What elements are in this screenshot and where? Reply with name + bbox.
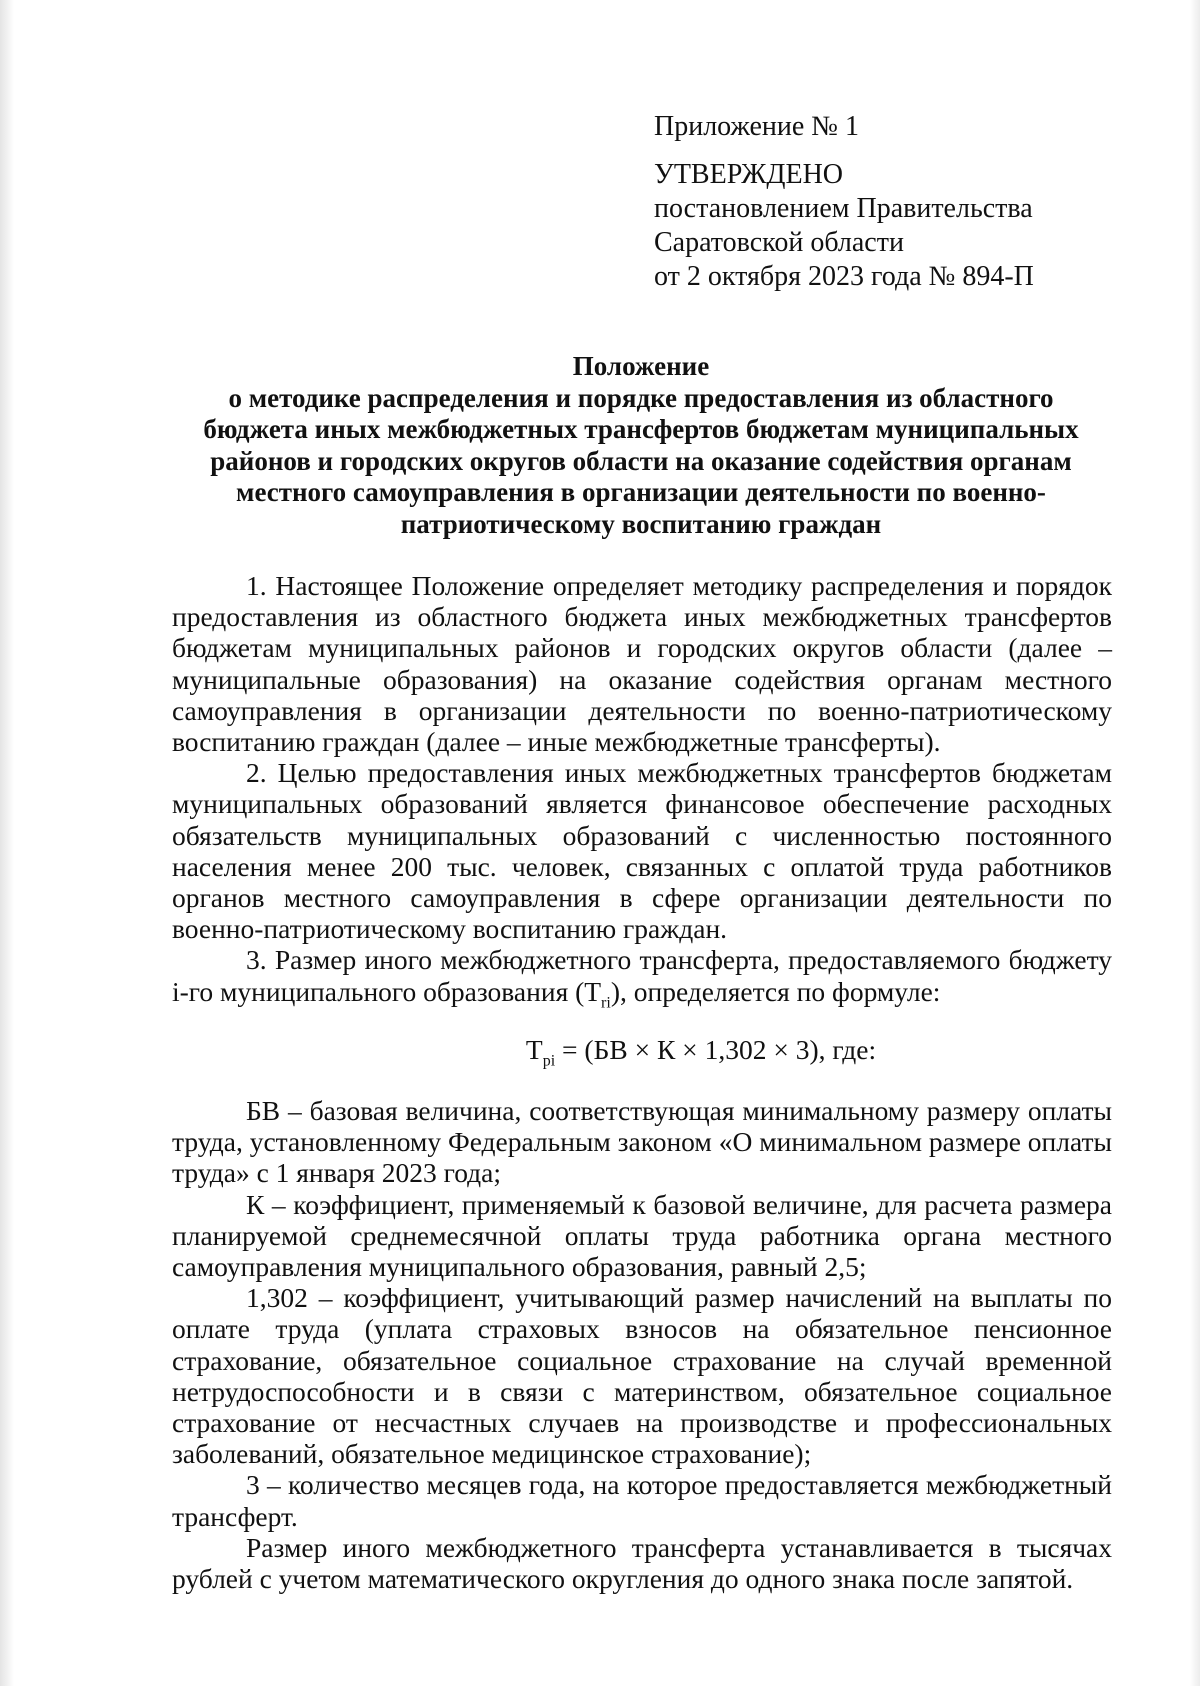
paragraph-2: 2. Целью предоставления иных межбюджетных трансфертов бюджетам муниципальных образований является финансовое обеспечение расходных обязательств муниципальных образований с численностью постоянного населения менее 200 тыс. человек, связанных с оплатой труда работников органов местного самоуправления в сфере организации деятельности по военно-патриотическому воспитанию граждан.	[172, 757, 1112, 945]
approved-region: Саратовской области	[654, 227, 904, 258]
formula-expression: = (БВ × К × 1,302 × 3), где:	[555, 1033, 877, 1065]
definition-1302: 1,302 – коэффициент, учитывающий размер начислений на выплаты по оплате труда (уплата страховых взносов на обязательное пенсионное страхование, обязательное социальное страхование на случай временной нетрудоспособности и в связи с материнством, обязательное социальное страхование от несчастных случаев на производстве и профессиональных заболеваний, обязательное медицинское страхование);	[172, 1282, 1112, 1470]
title-line: местного самоуправления в организации деятельности по военно-	[236, 477, 1046, 508]
scan-right-edge	[1190, 0, 1200, 1686]
title-line: бюджета иных межбюджетных трансфертов бюджетам муниципальных	[203, 414, 1079, 445]
appendix-number: Приложение № 1	[654, 111, 859, 142]
document-title	[170, 351, 1112, 541]
definition-bv: БВ – базовая величина, соответствующая минимальному размеру оплаты труда, установленному Федеральным законом «О минимальном размере оплаты труда» с 1 января 2023 года;	[172, 1095, 1112, 1189]
title-line: районов и городских округов области на оказание содействия органам	[210, 445, 1072, 476]
formula-symbol: Т	[525, 1033, 543, 1065]
paragraph-3-tail: ), определяется по формуле:	[610, 975, 941, 1007]
title-heading: Положение	[572, 351, 710, 381]
document-body	[172, 570, 1112, 1594]
scan-left-edge	[0, 0, 14, 1686]
paragraph-3	[172, 944, 1112, 1012]
approved-date-number: от 2 октября 2023 года № 894-П	[654, 261, 1034, 292]
paragraph-3-text: 3. Размер иного межбюджетного трансферта, предоставляемого бюджету i-го муниципального образования (Т	[172, 944, 1112, 1007]
formula	[172, 1033, 1112, 1070]
paragraph-1: 1. Настоящее Положение определяет методику распределения и порядок предоставления из областного бюджета иных межбюджетных трансфертов бюджетам муниципальных районов и городских округов области (далее – муниципальные образования) на оказание содействия органам местного самоуправления в организации деятельности по военно-патриотическому воспитанию граждан (далее – иные межбюджетные трансферты).	[172, 570, 1112, 758]
approved-stamp: УТВЕРЖДЕНО	[654, 159, 844, 190]
definition-k: К – коэффициент, применяемый к базовой величине, для расчета размера планируемой среднемесячной оплаты труда работника органа местного самоуправления муниципального образования, равный 2,5;	[172, 1188, 1112, 1283]
title-line: патриотическому воспитанию граждан	[400, 508, 882, 539]
definition-3: 3 – количество месяцев года, на которое предоставляется межбюджетный трансферт.	[172, 1469, 1112, 1532]
approval-block	[654, 110, 1134, 294]
title-line: о методике распределения и порядке предоставления из областного	[228, 382, 1054, 413]
formula-subscript: pi	[542, 1052, 556, 1070]
approved-by: постановлением Правительства	[654, 193, 1033, 224]
paragraph-3-subscript: ri	[601, 994, 611, 1012]
rounding-paragraph: Размер иного межбюджетного трансферта устанавливается в тысячах рублей с учетом математического округления до одного знака после запятой.	[172, 1531, 1112, 1595]
